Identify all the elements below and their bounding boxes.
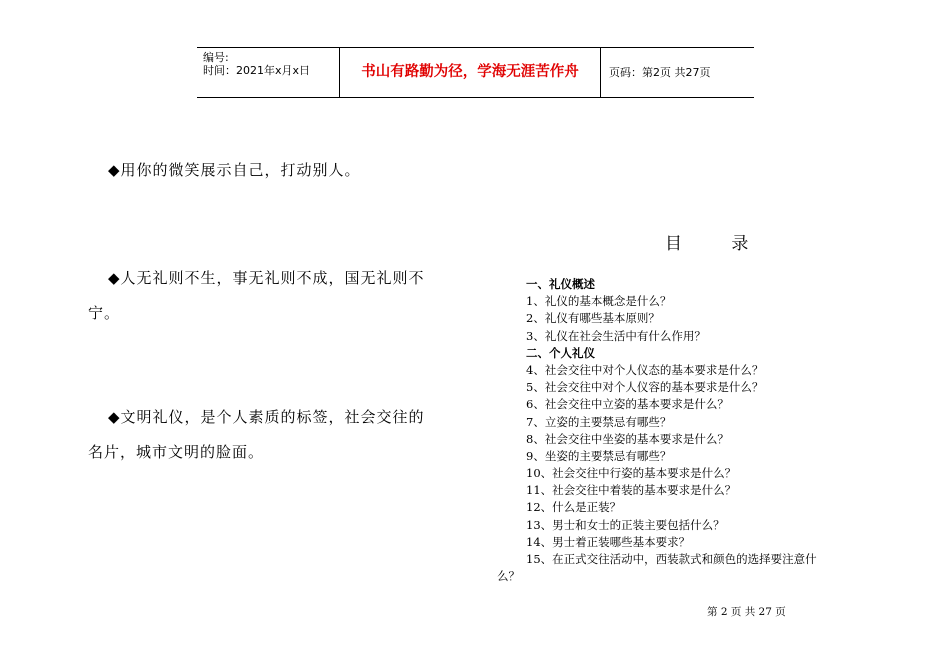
toc-item[interactable]: 11、社会交往中着装的基本要求是什么？ — [526, 483, 737, 498]
toc-item[interactable]: 15、在正式交往活动中，西装款式和颜色的选择要注意什 — [526, 552, 817, 566]
toc-item[interactable]: 4、社会交往中对个人仪态的基本要求是什么？ — [526, 362, 764, 377]
quote-smile: ◆用你的微笑展示自己，打动别人。 — [108, 161, 361, 179]
header-page-info: 页码：第2页 共27页 — [609, 66, 711, 79]
toc-item-continuation[interactable]: 么？ — [497, 569, 520, 584]
toc-item[interactable]: 7、立姿的主要禁忌有哪些？ — [526, 414, 672, 429]
table-of-contents — [497, 276, 877, 585]
toc-item[interactable]: 2、礼仪有哪些基本原则？ — [526, 311, 660, 326]
toc-item[interactable]: 12、什么是正装？ — [526, 500, 622, 515]
quote-civility-line1: ◆文明礼仪，是个人素质的标签，社会交往的 — [108, 408, 425, 426]
document-header — [197, 47, 754, 98]
quote-etiquette-line1: ◆人无礼则不生，事无礼则不成，国无礼则不 — [108, 269, 425, 287]
toc-title: 目 录 — [665, 234, 771, 254]
quote-etiquette-line2: 宁。 — [88, 304, 121, 322]
toc-item[interactable]: 9、坐姿的主要禁忌有哪些？ — [526, 448, 672, 463]
toc-item[interactable]: 3、礼仪在社会生活中有什么作用？ — [526, 328, 706, 343]
toc-section[interactable]: 一、礼仪概述 — [526, 277, 595, 291]
toc-item[interactable]: 1、礼仪的基本概念是什么？ — [526, 294, 672, 309]
toc-item[interactable]: 10、社会交往中行姿的基本要求是什么？ — [526, 466, 737, 481]
toc-item[interactable]: 6、社会交往中立姿的基本要求是什么？ — [526, 397, 729, 412]
quote-civility-line2: 名片，城市文明的脸面。 — [88, 443, 265, 461]
toc-item[interactable]: 8、社会交往中坐姿的基本要求是什么？ — [526, 431, 729, 446]
number-label: 编号: — [203, 51, 229, 64]
toc-item[interactable]: 13、男士和女士的正装主要包括什么？ — [526, 517, 725, 532]
header-motto: 书山有路勤为径，学海无涯苦作舟 — [339, 48, 601, 97]
page-footer: 第 2 页 共 27 页 — [707, 606, 786, 618]
toc-item[interactable]: 14、男士着正装哪些基本要求？ — [526, 534, 691, 549]
time-label: 时间：2021年x月x日 — [203, 64, 311, 77]
header-meta — [197, 48, 339, 97]
toc-item[interactable]: 5、社会交往中对个人仪容的基本要求是什么？ — [526, 380, 764, 395]
toc-section[interactable]: 二、个人礼仪 — [526, 345, 595, 360]
